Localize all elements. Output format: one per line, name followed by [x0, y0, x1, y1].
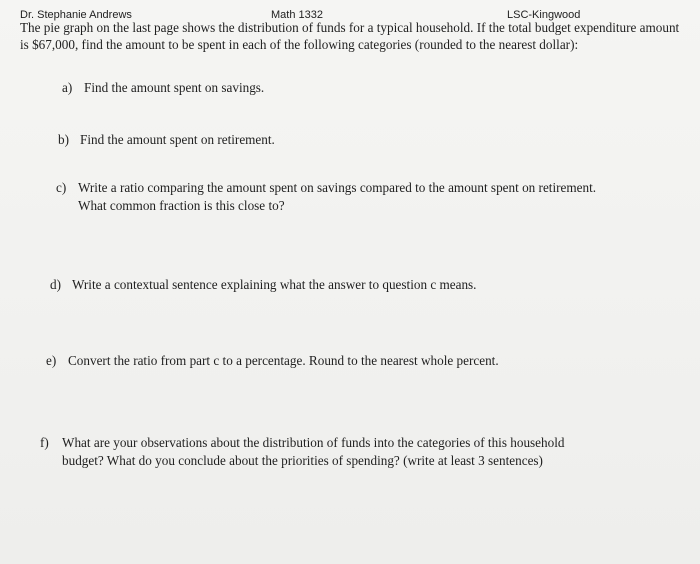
campus-name: LSC-Kingwood — [507, 9, 581, 21]
question-e — [46, 352, 499, 370]
question-d — [50, 276, 476, 294]
question-text: Write a contextual sentence explaining what the answer to question c means. — [72, 277, 477, 292]
question-c — [56, 179, 596, 215]
question-text: Write a ratio comparing the amount spent on savings compared to the amount spent on retirement. — [78, 180, 597, 195]
question-label: e) — [46, 353, 57, 368]
question-f — [40, 434, 564, 470]
question-text-continued: budget? What do you conclude about the priorities of spending? (write at least 3 sentences) — [62, 453, 543, 468]
question-text: Convert the ratio from part c to a percentage. Round to the nearest whole percent. — [68, 353, 499, 368]
question-text: Find the amount spent on retirement. — [80, 132, 275, 147]
problem-intro: The pie graph on the last page shows the distribution of funds for a typical household. If the total budget expenditure amount is $67,000, find the amount to be spent in each of the following categories (rounded to the nearest dollar): — [20, 20, 680, 52]
instructor-name: Dr. Stephanie Andrews — [20, 9, 132, 21]
question-label: a) — [62, 80, 73, 95]
course-number: Math 1332 — [271, 9, 323, 21]
question-text: Find the amount spent on savings. — [84, 80, 265, 95]
question-b — [58, 131, 275, 149]
question-a — [62, 79, 264, 97]
question-label: f) — [40, 435, 49, 450]
question-text: What are your observations about the distribution of funds into the categories of this household — [62, 435, 565, 450]
question-label: b) — [58, 132, 69, 147]
question-label: d) — [50, 277, 61, 292]
question-text-continued: What common fraction is this close to? — [78, 198, 285, 213]
question-label: c) — [56, 180, 67, 195]
